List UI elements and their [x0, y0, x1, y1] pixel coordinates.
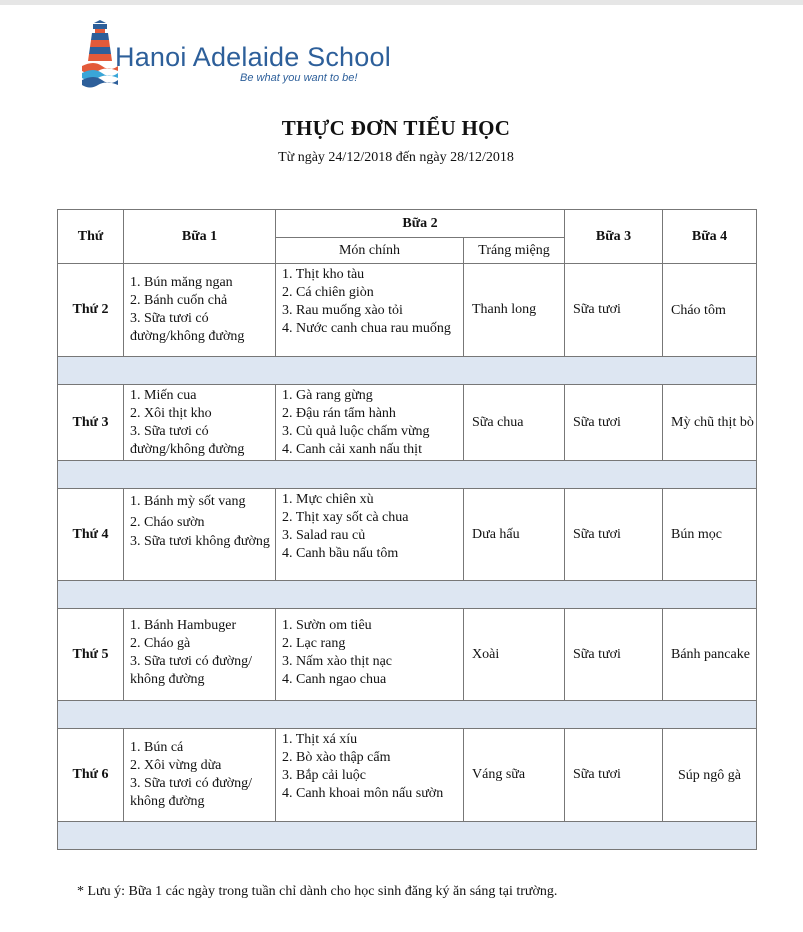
menu-item: 1. Bún măng ngan: [130, 275, 233, 290]
header-main-dish: Món chính: [276, 238, 464, 264]
menu-item: 1. Sườn om tiêu: [282, 618, 372, 633]
main-dish-cell: [276, 264, 464, 357]
table-row: [58, 385, 757, 461]
menu-item: 4. Canh ngao chua: [282, 672, 387, 687]
meal4-cell: Súp ngô gà: [663, 729, 757, 822]
header-dessert: Tráng miệng: [464, 238, 565, 264]
menu-item: 3. Sữa tươi có đường/không đường: [130, 424, 245, 457]
dessert-cell: Sữa chua: [464, 385, 565, 461]
row-separator: [58, 581, 757, 609]
lighthouse-icon: [80, 20, 120, 92]
header-meal3: Bữa 3: [565, 210, 663, 264]
school-logo: [80, 20, 391, 95]
main-dish-cell: [276, 385, 464, 461]
table-row: [58, 729, 757, 822]
meal3-cell: Sữa tươi: [565, 385, 663, 461]
day-cell: Thứ 4: [58, 489, 124, 581]
main-dish-cell: [276, 489, 464, 581]
menu-item: 1. Miến cua: [130, 388, 197, 403]
day-cell: Thứ 2: [58, 264, 124, 357]
day-cell: Thứ 3: [58, 385, 124, 461]
day-cell: Thứ 6: [58, 729, 124, 822]
header-day: Thứ: [58, 210, 124, 264]
menu-item: 3. Sữa tươi không đường: [130, 534, 270, 549]
menu-item: 2. Cháo gà: [130, 636, 191, 651]
menu-item: 2. Bò xào thập cẩm: [282, 750, 391, 765]
table-row: [58, 489, 757, 581]
menu-item: 3. Sữa tươi có đường/ không đường: [130, 776, 252, 809]
meal1-cell: [124, 729, 276, 822]
header-meal2: Bữa 2: [276, 210, 565, 238]
meal3-cell: Sữa tươi: [565, 489, 663, 581]
meal3-cell: Sữa tươi: [565, 264, 663, 357]
table-row: [58, 609, 757, 701]
menu-item: 1. Mực chiên xù: [282, 492, 374, 507]
meal4-cell: Mỳ chũ thịt bò: [663, 385, 757, 461]
menu-item: 2. Thịt xay sốt cà chua: [282, 510, 409, 525]
meal1-cell: [124, 489, 276, 581]
meal3-cell: Sữa tươi: [565, 729, 663, 822]
menu-item: 3. Sữa tươi có đường/không đường: [130, 311, 245, 344]
menu-item: 4. Canh khoai môn nấu sườn: [282, 786, 444, 801]
menu-item: 1. Gà rang gừng: [282, 388, 373, 403]
school-tagline: Be what you want to be!: [240, 72, 358, 84]
row-separator: [58, 357, 757, 385]
dessert-cell: Thanh long: [464, 264, 565, 357]
menu-item: 3. Nấm xào thịt nạc: [282, 654, 393, 669]
header-meal4: Bữa 4: [663, 210, 757, 264]
menu-item: 1. Bánh mỳ sốt vang: [130, 494, 246, 509]
main-dish-cell: [276, 729, 464, 822]
menu-item: 1. Bánh Hambuger: [130, 618, 237, 633]
menu-item: 2. Đậu rán tẩm hành: [282, 406, 396, 421]
menu-item: 3. Rau muống xào tỏi: [282, 303, 403, 318]
menu-item: 4. Nước canh chua rau muống: [282, 321, 451, 336]
menu-item: 2. Bánh cuốn chả: [130, 293, 228, 308]
menu-item: 3. Củ quả luộc chấm vừng: [282, 424, 430, 439]
meal4-cell: Bánh pancake: [663, 609, 757, 701]
meal4-cell: Bún mọc: [663, 489, 757, 581]
date-range: Từ ngày 24/12/2018 đến ngày 28/12/2018: [278, 150, 514, 165]
menu-item: 3. Bắp cải luộc: [282, 768, 366, 783]
header-meal1: Bữa 1: [124, 210, 276, 264]
table-row: [58, 264, 757, 357]
dessert-cell: Xoài: [464, 609, 565, 701]
row-separator: [58, 822, 757, 850]
menu-item: 1. Thịt kho tàu: [282, 267, 365, 282]
meal1-cell: [124, 385, 276, 461]
dessert-cell: Dưa hấu: [464, 489, 565, 581]
row-separator: [58, 461, 757, 489]
menu-item: 3. Salad rau củ: [282, 528, 366, 543]
menu-item: 2. Lạc rang: [282, 636, 346, 651]
day-cell: Thứ 5: [58, 609, 124, 701]
menu-item: 2. Xôi thịt kho: [130, 406, 212, 421]
menu-item: 4. Canh bầu nấu tôm: [282, 546, 399, 561]
meal1-cell: [124, 264, 276, 357]
school-name: Hanoi Adelaide School: [115, 42, 391, 72]
menu-item: 2. Xôi vừng dừa: [130, 758, 222, 773]
menu-item: 2. Cá chiên giòn: [282, 285, 374, 300]
menu-table: [57, 209, 757, 850]
menu-item: 4. Canh cải xanh nấu thịt: [282, 442, 422, 457]
page-title: THỰC ĐƠN TIỂU HỌC: [281, 116, 511, 140]
dessert-cell: Váng sữa: [464, 729, 565, 822]
main-dish-cell: [276, 609, 464, 701]
row-separator: [58, 701, 757, 729]
menu-item: 1. Bún cá: [130, 740, 184, 755]
meal3-cell: Sữa tươi: [565, 609, 663, 701]
top-border: [0, 0, 803, 5]
menu-item: 1. Thịt xá xíu: [282, 732, 358, 747]
meal1-cell: [124, 609, 276, 701]
footnote: * Lưu ý: Bữa 1 các ngày trong tuần chỉ dành cho học sinh đăng ký ăn sáng tại trường.: [77, 884, 558, 899]
menu-item: 3. Sữa tươi có đường/ không đường: [130, 654, 252, 687]
menu-item: 2. Cháo sườn: [130, 515, 205, 530]
meal4-cell: Cháo tôm: [663, 264, 757, 357]
